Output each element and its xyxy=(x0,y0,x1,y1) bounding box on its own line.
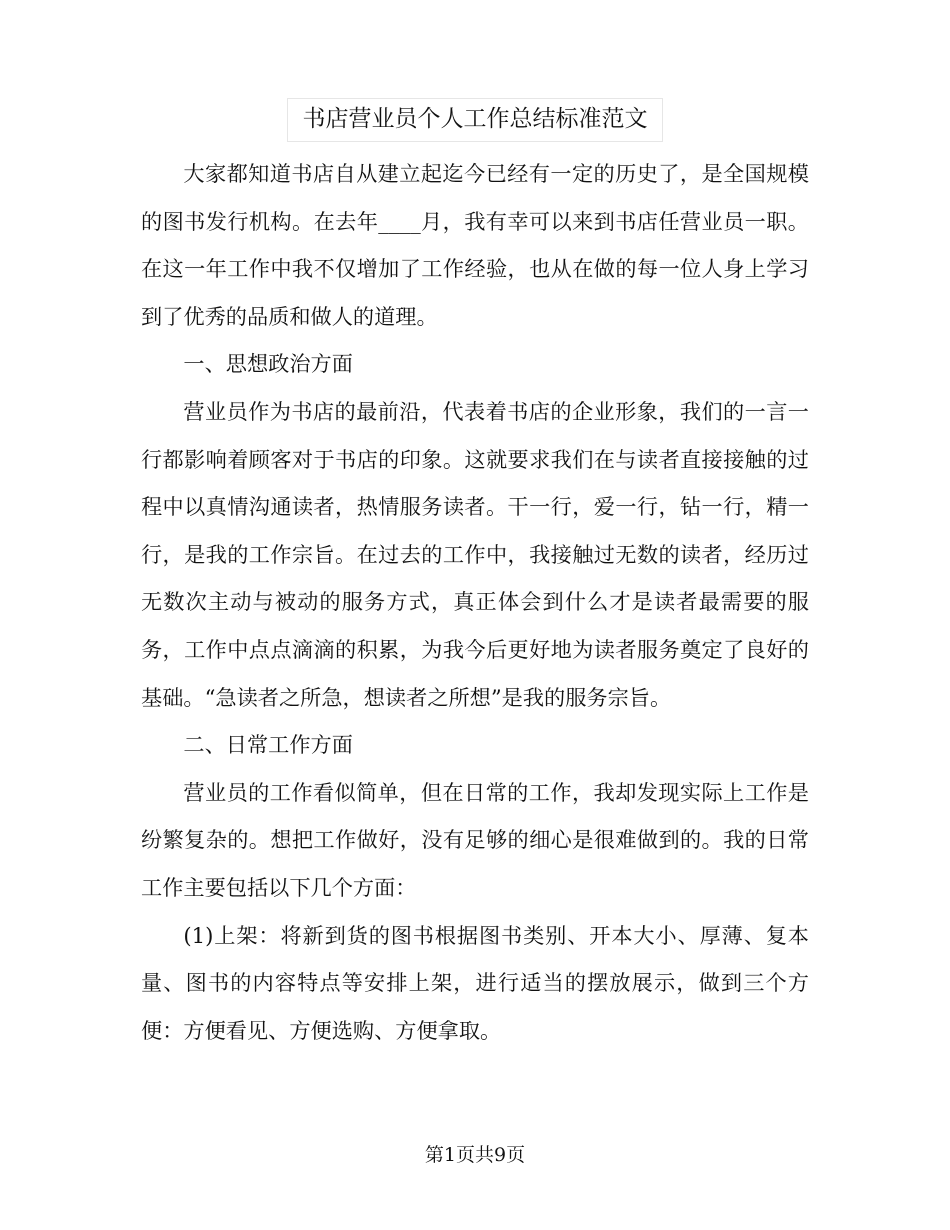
paragraph-daily-work: 营业员的工作看似简单，但在日常的工作，我却发现实际上工作是纷繁复杂的。想把工作做好，没有足够的细心是很难做到的。我的日常工作主要包括以下几个方面： xyxy=(141,779,809,900)
document-title: 书店营业员个人工作总结标准范文 xyxy=(287,98,663,142)
paragraph-ideology: 营业员作为书店的最前沿，代表着书店的企业形象，我们的一言一行都影响着顾客对于书店的印象。这就要求我们在与读者直接接触的过程中以真情沟通读者，热情服务读者。干一行，爱一行，钻一行，精一行，是我的工作宗旨。在过去的工作中，我接触过无数的读者，经历过无数次主动与被动的服务方式，真正体会到什么才是读者最需要的服务，工作中点点滴滴的积累，为我今后更好地为读者服务奠定了良好的基础。“急读者之所急，想读者之所想”是我的服务宗旨。 xyxy=(141,398,809,710)
page-footer: 第1页共9页 xyxy=(424,1144,526,1166)
paragraph-intro: 大家都知道书店自从建立起迄今已经有一定的历史了，是全国规模的图书发行机构。在去年____月，我有幸可以来到书店任营业员一职。在这一年工作中我不仅增加了工作经验，也从在做的每一位人身上学习到了优秀的品质和做人的道理。 xyxy=(141,161,809,329)
paragraph-shelving: (1)上架：将新到货的图书根据图书类别、开本大小、厚薄、复本量、图书的内容特点等安排上架，进行适当的摆放展示，做到三个方便：方便看见、方便选购、方便拿取。 xyxy=(141,922,809,1043)
document-body xyxy=(141,150,809,1054)
section-heading-daily-work: 二、日常工作方面 xyxy=(183,732,353,758)
section-heading-ideology: 一、思想政治方面 xyxy=(183,351,353,377)
